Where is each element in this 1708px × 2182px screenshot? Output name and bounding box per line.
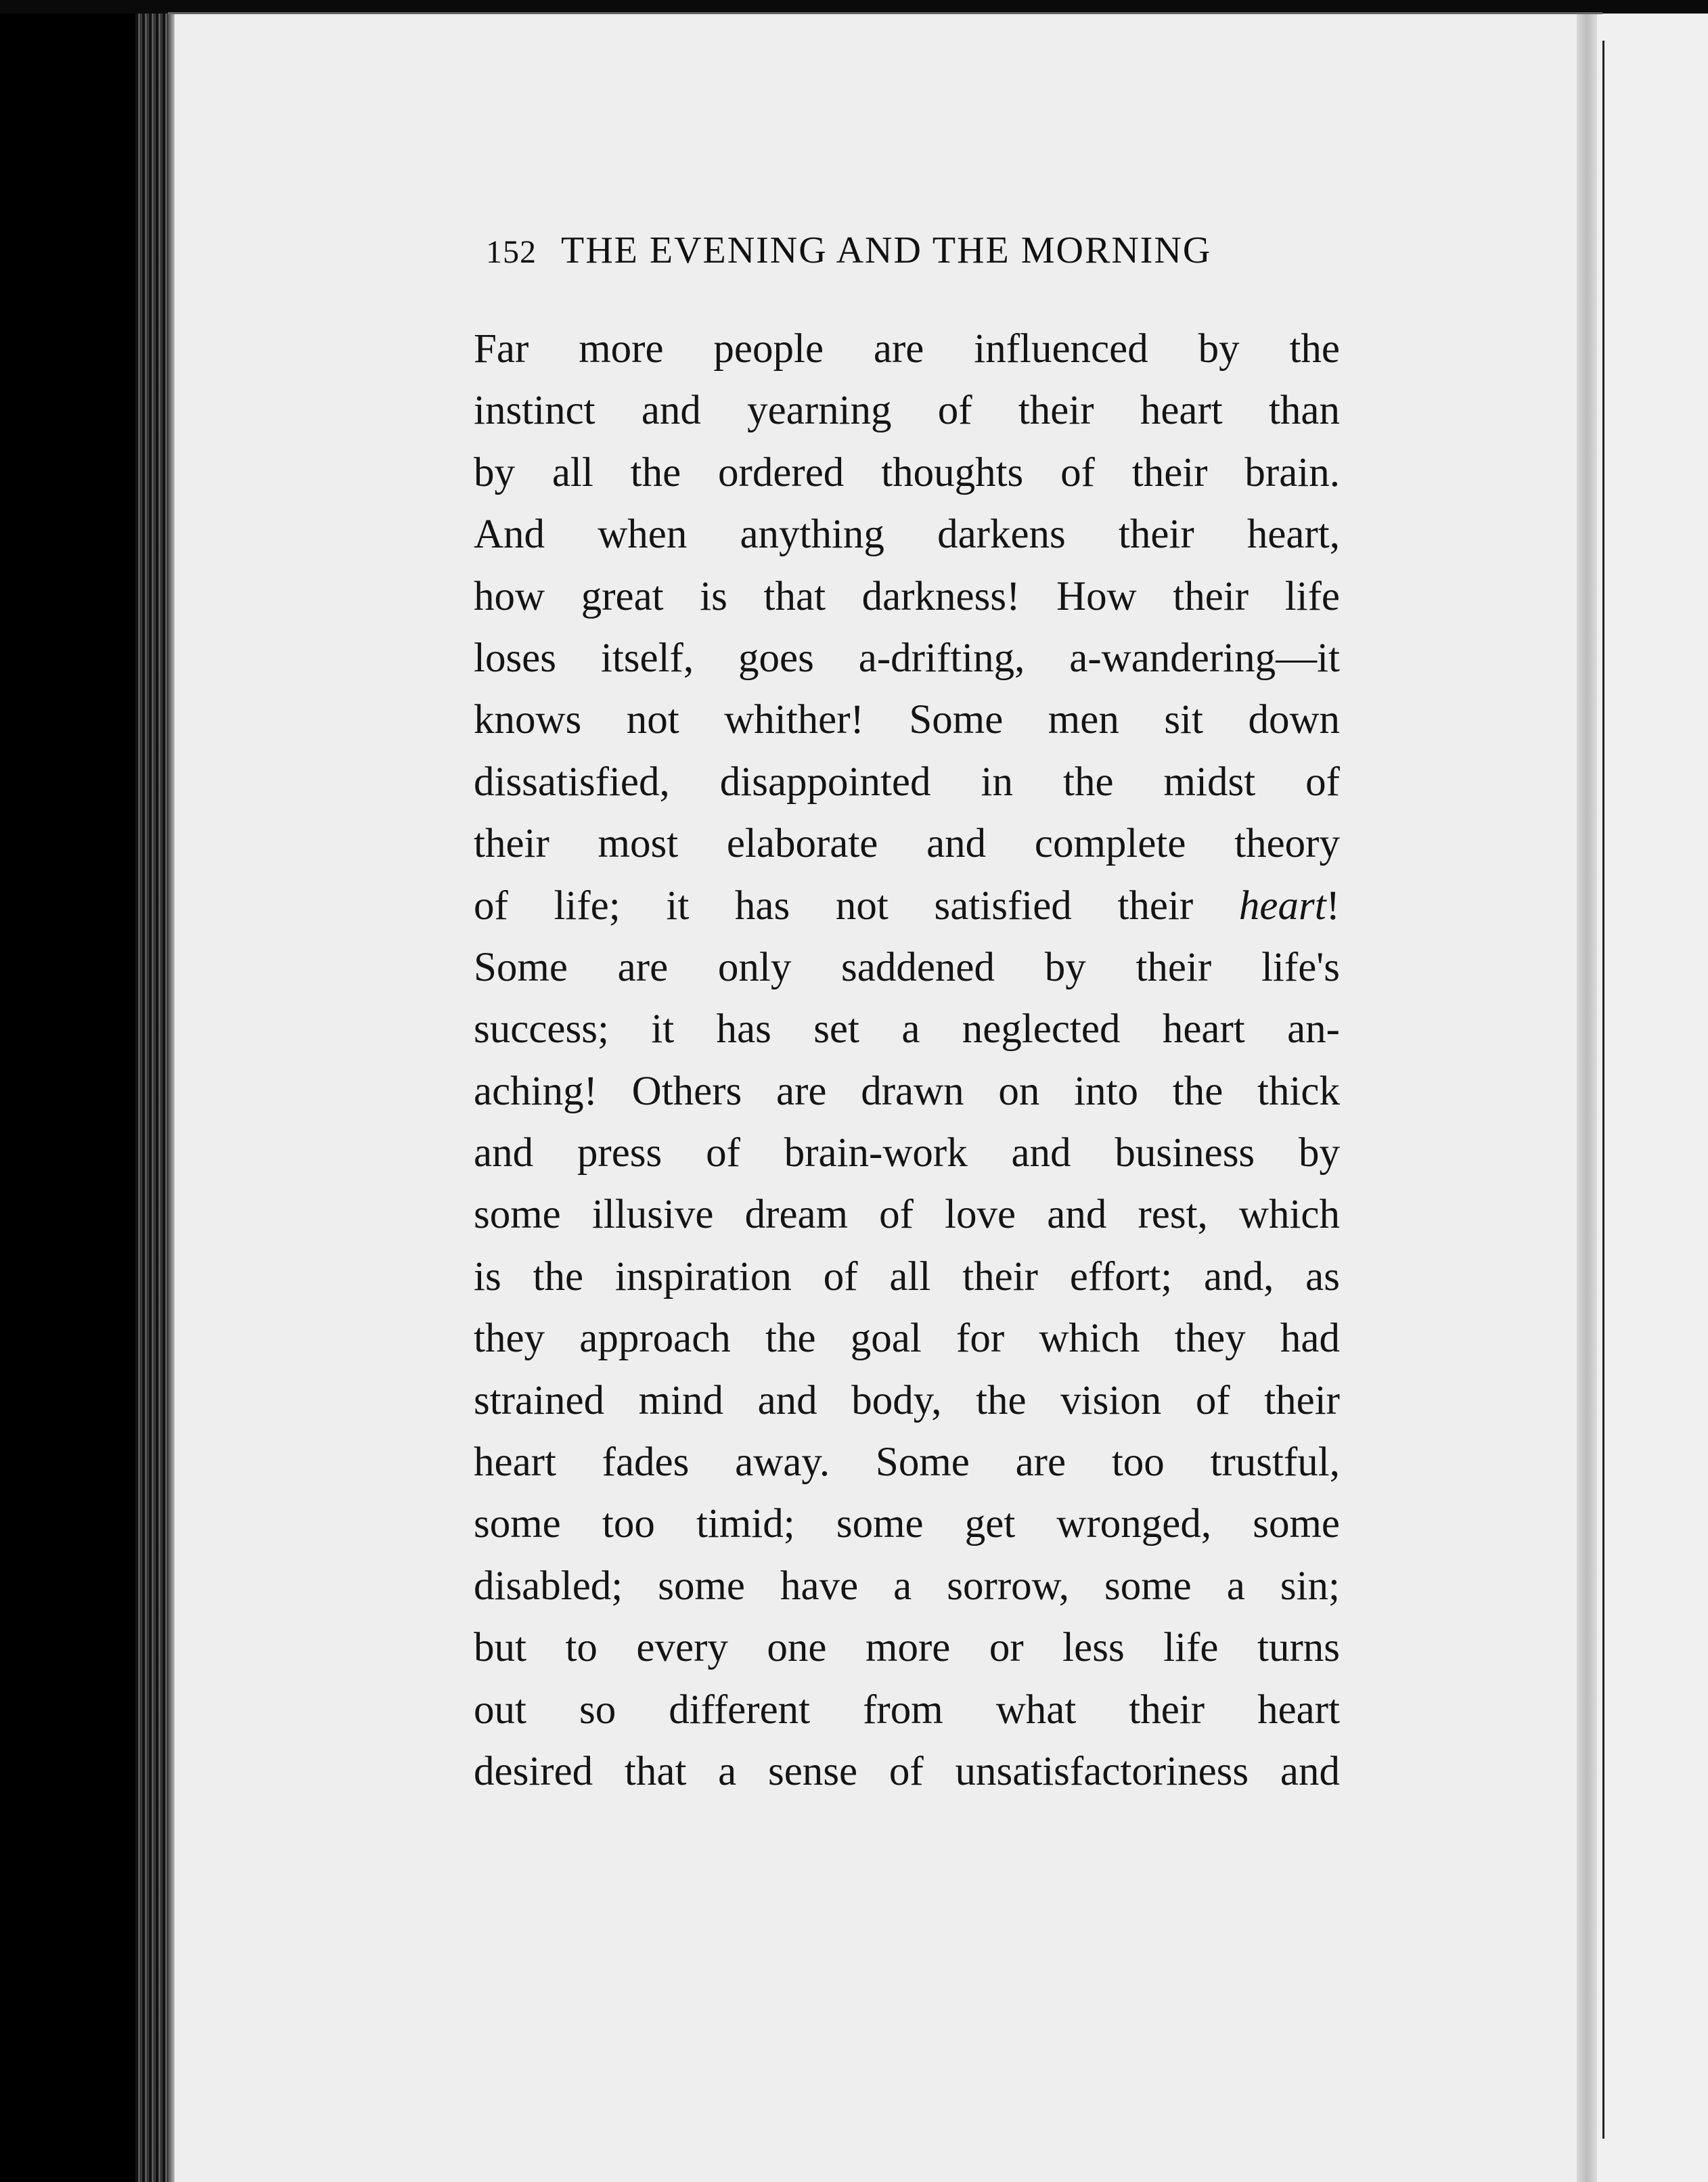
text-line: success; it has set a neglected heart an-	[474, 1006, 1340, 1052]
facing-page-strip	[1597, 0, 1708, 2182]
page-number: 152	[486, 234, 537, 270]
body-text	[474, 318, 1340, 1802]
text-line: knows not whither! Some men sit down	[474, 697, 1340, 743]
text-line: disabled; some have a sorrow, some a sin;	[474, 1563, 1340, 1609]
text-line: some illusive dream of love and rest, which	[474, 1192, 1340, 1238]
facing-page-edge-line	[1602, 41, 1604, 2139]
text-line: And when anything darkens their heart,	[474, 512, 1340, 558]
page-gutter-edge	[168, 0, 175, 2182]
scan-border-top	[0, 0, 1708, 14]
text-line-with-italic	[474, 875, 1340, 937]
text-line: desired that a sense of unsatisfactoriness and	[474, 1748, 1340, 1794]
text-line: aching! Others are drawn on into the thick	[474, 1068, 1340, 1114]
text-line: they approach the goal for which they had	[474, 1316, 1340, 1362]
book-binding	[135, 0, 169, 2182]
text-line: out so different from what their heart	[474, 1687, 1340, 1733]
text-line: loses itself, goes a-drifting, a-wandering—it	[474, 635, 1340, 681]
running-title: THE EVENING AND THE MORNING	[561, 229, 1212, 271]
facing-page-gutter	[1577, 0, 1597, 2182]
text-line: instinct and yearning of their heart than	[474, 388, 1340, 434]
text-line: by all the ordered thoughts of their brain.	[474, 449, 1340, 495]
scan-border-left	[0, 0, 135, 2182]
page-top-edge	[168, 12, 1602, 14]
line-text: of life; it has not satisfied their	[474, 883, 1194, 929]
text-line: strained mind and body, the vision of their	[474, 1377, 1340, 1423]
text-line: their most elaborate and complete theory	[474, 821, 1340, 867]
text-line: how great is that darkness! How their life	[474, 573, 1340, 619]
italic-emphasis: heart	[1238, 883, 1326, 929]
line-punctuation: !	[1326, 883, 1340, 929]
text-line: is the inspiration of all their effort; and, as	[474, 1253, 1340, 1299]
text-line: Far more people are influenced by the	[474, 326, 1340, 372]
text-line: dissatisfied, disappointed in the midst of	[474, 759, 1340, 805]
running-header	[486, 229, 1339, 272]
text-line: and press of brain-work and business by	[474, 1130, 1340, 1176]
text-line: Some are only saddened by their life's	[474, 944, 1340, 990]
text-line: but to every one more or less life turns	[474, 1625, 1340, 1671]
text-line: some too timid; some get wronged, some	[474, 1501, 1340, 1547]
text-line: heart fades away. Some are too trustful,	[474, 1440, 1340, 1486]
